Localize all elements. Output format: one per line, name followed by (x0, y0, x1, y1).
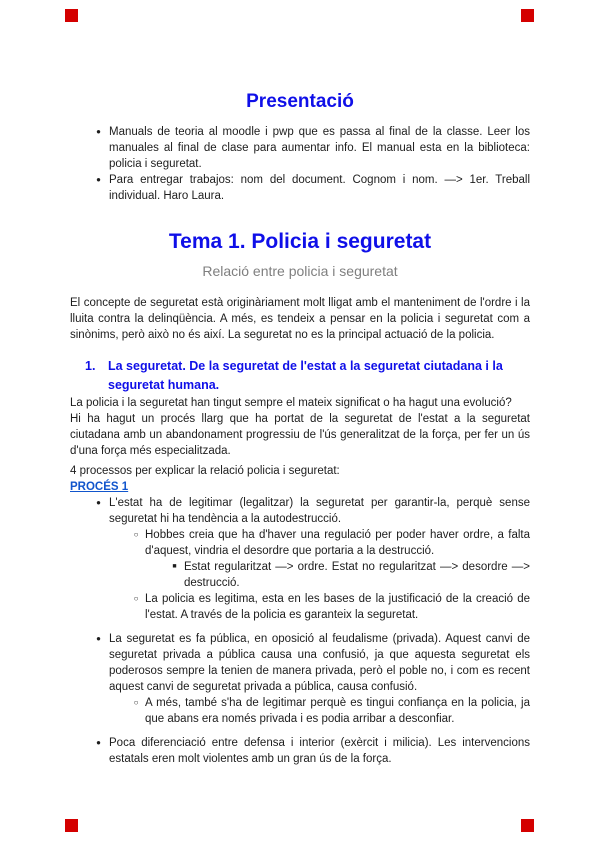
list-item (70, 172, 530, 204)
proces-1-link[interactable]: PROCÉS 1 (70, 481, 129, 493)
list-item (70, 527, 530, 559)
list-item-text: La seguretat es fa pública, en oposició al feudalisme (privada). Aquest canvi de seguretat privada a pública causa una confusió, ja que aquesta seguretat els poderosos sempre la tenien de manera privada, però el poble no, i com es recent aquest canvi de seguretat privada a pública, causa confusió. (109, 633, 530, 693)
list-item-text: A més, també s'ha de legitimar perquè es tingui confiança en la policia, ja que abans era només privada i es podia arribar a desconfiar. (145, 697, 530, 725)
bullet-icon: ● (96, 634, 101, 643)
paragraph-lead-answer: Hi ha hagut un procés llarg que ha portat de la seguretat de l'estat a la seguretat ciutadana amb un abandonament progressiu de l'ús generalitzat de la força, per fer un ús d'una força més especialitzada. (70, 413, 530, 457)
paragraph-processes-intro: 4 processos per explicar la relació policia i seguretat: (70, 465, 340, 477)
paragraph-lead-question: La policia i la seguretat han tingut sempre el mateix significat o ha hagut una evolució? (70, 397, 512, 409)
list-item-text: Poca diferenciació entre defensa i interior (exèrcit i milicia). Les intervencions estatals eren molt violentes amb un gran ús de la força. (109, 737, 530, 765)
list-item (70, 631, 530, 695)
section-number: 1. (85, 359, 96, 373)
list-item-text: Estat regularitzat —> ordre. Estat no regularitzat —> desordre —> destrucció. (184, 561, 530, 589)
presentation-title: Presentació (246, 91, 354, 112)
hollow-bullet-icon: ○ (133, 530, 139, 539)
list-item (70, 559, 530, 591)
hollow-bullet-icon: ○ (133, 698, 139, 707)
bullet-icon: ● (96, 498, 101, 507)
list-item-text: Manuals de teoria al moodle i pwp que es passa al final de la classe. Leer los manuales al final de clase para aumentar info. El manual esta en la biblioteca: policia i seguretat. (109, 126, 530, 170)
list-item-text: L'estat ha de legitimar (legalitzar) la seguretat per garantir-la, perquè sense seguretat hi ha tendència a la autodestrucció. (109, 497, 530, 525)
hollow-bullet-icon: ○ (133, 594, 139, 603)
list-item (70, 591, 530, 623)
section-heading-text: La seguretat. De la seguretat de l'estat a la seguretat ciutadana i la seguretat humana. (108, 359, 503, 392)
paragraph-intro: El concepte de seguretat està originàriament molt lligat amb el manteniment de l'ordre i la lluita contra la delinqüència. A més, es tendeix a pensar en la policia i seguretat com a sinònims, però això no és així. La seguretat no es la principal actuació de la policia. (70, 297, 530, 341)
list-item-text: Hobbes creia que ha d'haver una regulació per poder haver ordre, a falta d'aquest, vindria el desordre que portaria a la destrucció. (145, 529, 530, 557)
list-item (70, 495, 530, 527)
corner-marker (65, 819, 78, 832)
list-item (70, 695, 530, 727)
process1-outline-list (70, 495, 530, 767)
corner-marker (521, 9, 534, 22)
section-heading (70, 357, 530, 395)
bullet-icon: ● (96, 175, 101, 184)
list-item (70, 735, 530, 767)
list-item (70, 124, 530, 172)
chapter-title: Tema 1. Policia i seguretat (168, 230, 432, 253)
chapter-subtitle: Relació entre policia i seguretat (202, 263, 398, 279)
list-item-text: La policia es legitima, esta en les bases de la justificació de la creació de l'estat. A través de la policia es garanteix la seguretat. (145, 593, 530, 621)
list-item-text: Para entregar trabajos: nom del document. Cognom i nom. —> 1er. Treball individual. Haro Laura. (109, 174, 530, 202)
bullet-icon: ● (96, 738, 101, 747)
bullet-icon: ● (96, 127, 101, 136)
presentation-bullet-list (70, 124, 530, 204)
corner-marker (521, 819, 534, 832)
link-line (70, 479, 530, 495)
square-bullet-icon: ■ (172, 563, 177, 570)
corner-marker (65, 9, 78, 22)
